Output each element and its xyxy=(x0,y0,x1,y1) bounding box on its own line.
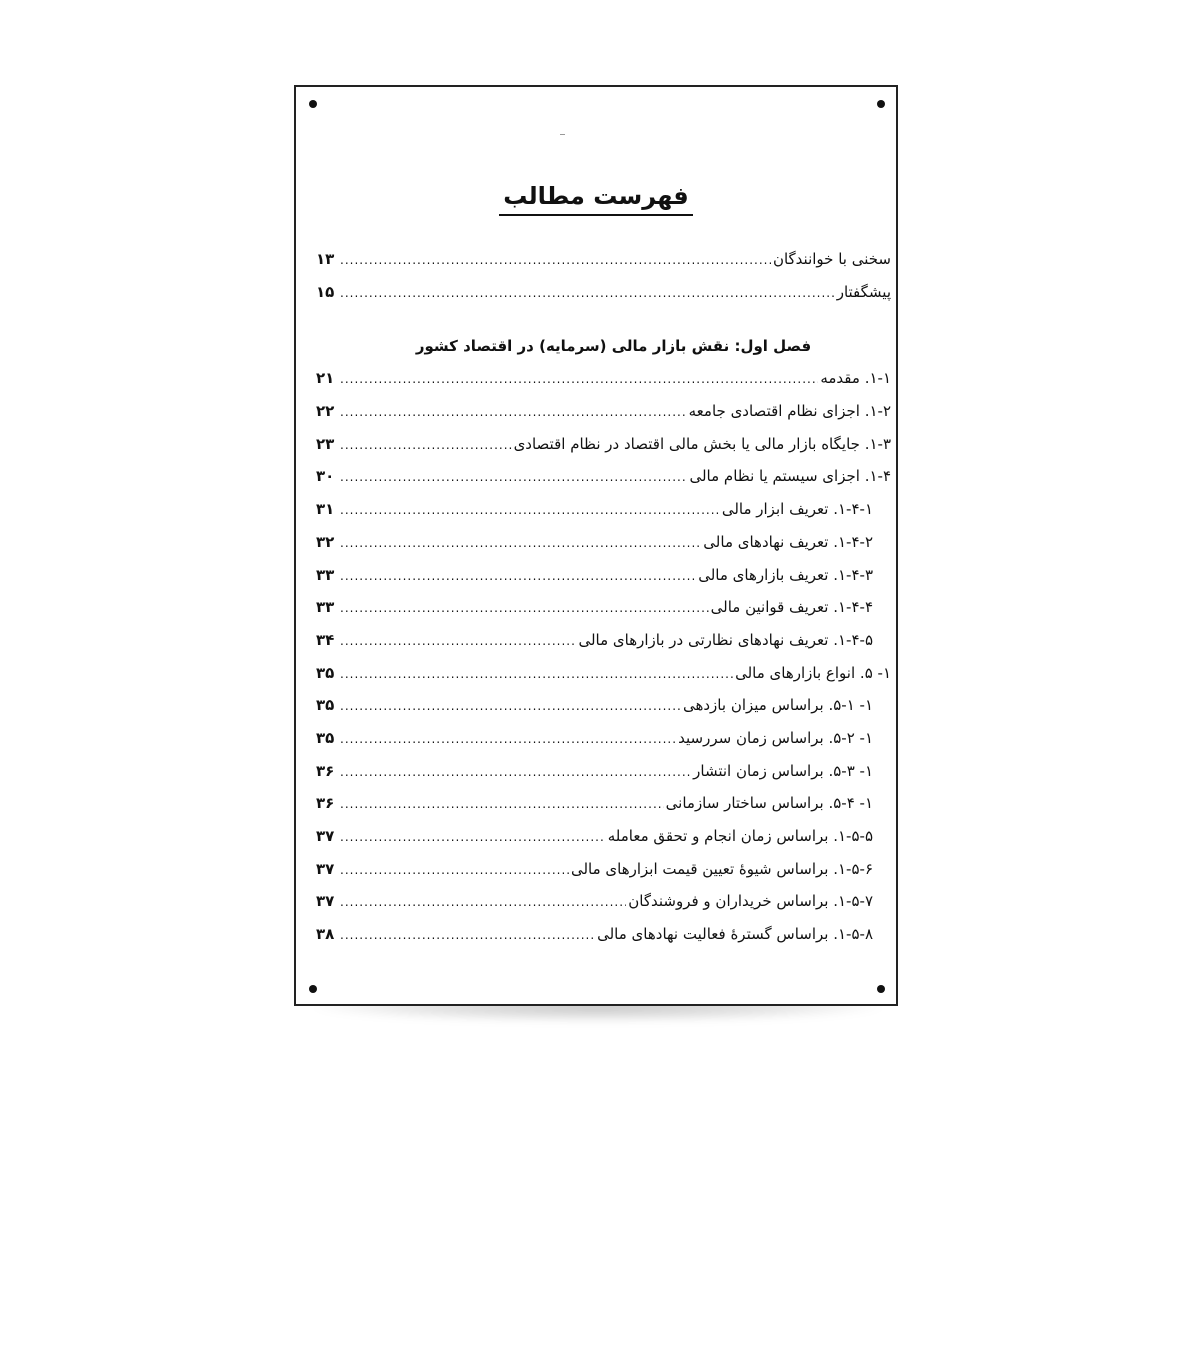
dot-leader xyxy=(340,396,687,429)
toc-entry-page: ۳۱ xyxy=(316,500,335,519)
toc-entry-page: ۳۷ xyxy=(316,827,335,845)
toc-entry-label: سخنی با خوانندگان xyxy=(772,250,891,268)
toc-entry-page: ۳۷ xyxy=(316,859,335,878)
dot-leader xyxy=(340,788,664,821)
corner-dot xyxy=(877,985,885,993)
toc-entry-page: ۱۵ xyxy=(316,282,335,301)
dot-leader xyxy=(340,821,606,854)
toc-subentry[interactable] xyxy=(316,526,891,559)
toc-entry-label: ۱-۴-۲. تعریف نهادهای مالی xyxy=(703,532,873,551)
dot-leader xyxy=(340,363,818,396)
toc-entry[interactable] xyxy=(316,362,891,395)
toc-subentry[interactable] xyxy=(316,918,891,951)
toc-entry-page: ۳۴ xyxy=(316,630,335,649)
toc-entry[interactable] xyxy=(316,395,891,428)
dot-leader xyxy=(340,886,626,919)
dot-leader xyxy=(340,625,576,658)
dot-leader xyxy=(340,854,569,887)
toc-entry-page: ۲۱ xyxy=(316,369,335,388)
toc-entry-page: ۱۳ xyxy=(316,250,335,268)
dot-leader xyxy=(340,592,709,625)
toc-entry-page: ۳۳ xyxy=(316,565,335,584)
toc-entry-label: ۱-۵-۸. براساس گسترهٔ فعالیت نهادهای مالی xyxy=(597,925,873,944)
toc-subentry[interactable] xyxy=(316,689,891,722)
toc-entry-label: ۱-۴. اجزای سیستم یا نظام مالی xyxy=(689,467,891,486)
toc-title xyxy=(296,182,896,216)
toc-entry-label: ۱- ۵-۴. براساس ساختار سازمانی xyxy=(665,794,873,813)
toc-subentry[interactable] xyxy=(316,885,891,918)
toc-entry-page: ۳۶ xyxy=(316,761,335,780)
toc-entry-page: ۳۶ xyxy=(316,794,335,813)
print-mark xyxy=(560,134,565,135)
toc-entry-label: ۱-۴-۵. تعریف نهادهای نظارتی در بازارهای مالی xyxy=(578,630,873,649)
toc-entry-label: ۱-۵-۷. براساس خریداران و فروشندگان xyxy=(628,892,873,911)
corner-dot xyxy=(309,985,317,993)
toc-entry-page: ۳۸ xyxy=(316,925,335,944)
dot-leader xyxy=(340,244,771,277)
dot-leader xyxy=(340,690,681,723)
toc-entry-label: ۱-۴-۴. تعریف قوانین مالی xyxy=(710,598,873,617)
toc-entry-page: ۳۷ xyxy=(316,892,335,911)
dot-leader xyxy=(340,658,733,691)
toc-entry-page: ۳۵ xyxy=(316,663,335,682)
toc-entry[interactable] xyxy=(316,460,891,493)
toc-subentry[interactable] xyxy=(316,624,891,657)
toc-entry[interactable] xyxy=(316,276,891,309)
corner-dot xyxy=(877,100,885,108)
toc-entry-label: ۱- ۵-۱. براساس میزان بازدهی xyxy=(682,696,873,715)
toc-entry-label: ۱- ۵-۲. براساس زمان سررسید xyxy=(678,728,873,747)
toc-entry[interactable] xyxy=(316,428,891,461)
dot-leader xyxy=(340,429,512,462)
dot-leader xyxy=(340,494,720,527)
toc-subentry[interactable] xyxy=(316,787,891,820)
chapter-heading[interactable]: فصل اول: نقش بازار مالی (سرمایه) در اقتصاد کشور xyxy=(415,337,812,356)
toc-entry-page: ۳۳ xyxy=(316,598,335,617)
toc-entry-page: ۳۵ xyxy=(316,696,335,715)
toc-subentry[interactable] xyxy=(316,722,891,755)
toc-entry-page: ۳۵ xyxy=(316,728,335,747)
toc-entry-label: ۱-۵-۵. براساس زمان انجام و تحقق معامله xyxy=(607,827,873,845)
toc-subentry[interactable] xyxy=(316,755,891,788)
dot-leader xyxy=(340,277,835,310)
corner-dot xyxy=(309,100,317,108)
toc-entry-label: ۱-۴-۱. تعریف ابزار مالی xyxy=(721,500,873,519)
toc-subentry[interactable] xyxy=(316,559,891,592)
toc-entry-label: ۱-۴-۳. تعریف بازارهای مالی xyxy=(698,565,873,584)
toc-entry-page: ۲۳ xyxy=(316,434,335,453)
toc-subentry[interactable] xyxy=(316,853,891,886)
dot-leader xyxy=(340,756,691,789)
toc-subentry[interactable] xyxy=(316,591,891,624)
toc-entry-page: ۳۲ xyxy=(316,532,335,551)
toc-entry[interactable] xyxy=(316,243,891,276)
dot-leader xyxy=(340,919,595,952)
toc-entry-label: ۱-۵-۶. براساس شیوهٔ تعیین قیمت ابزارهای مالی xyxy=(570,859,873,878)
toc-entry-label: ۱-۳. جایگاه بازار مالی یا بخش مالی اقتصاد در نظام اقتصادی xyxy=(513,434,891,453)
dot-leader xyxy=(340,461,687,494)
toc-subentry[interactable] xyxy=(316,493,891,526)
toc-entry-page: ۲۲ xyxy=(316,402,335,421)
toc-list xyxy=(316,243,891,951)
toc-page xyxy=(294,85,898,1006)
toc-entry-label: ۱- ۵. انواع بازارهای مالی xyxy=(735,663,891,682)
toc-entry-label: پیشگفتار xyxy=(836,282,891,301)
dot-leader xyxy=(340,560,696,593)
toc-entry-page: ۳۰ xyxy=(316,467,335,486)
toc-entry[interactable] xyxy=(316,657,891,690)
toc-entry-label: ۱- ۵-۳. براساس زمان انتشار xyxy=(693,761,873,780)
section-gap xyxy=(316,308,891,330)
toc-title-text: فهرست مطالب xyxy=(499,182,693,216)
dot-leader xyxy=(340,527,701,560)
toc-subentry[interactable] xyxy=(316,820,891,853)
toc-entry-label: ۱-۲. اجزای نظام اقتصادی جامعه xyxy=(688,402,891,421)
dot-leader xyxy=(340,723,676,756)
toc-entry-label: ۱-۱. مقدمه xyxy=(820,369,891,388)
